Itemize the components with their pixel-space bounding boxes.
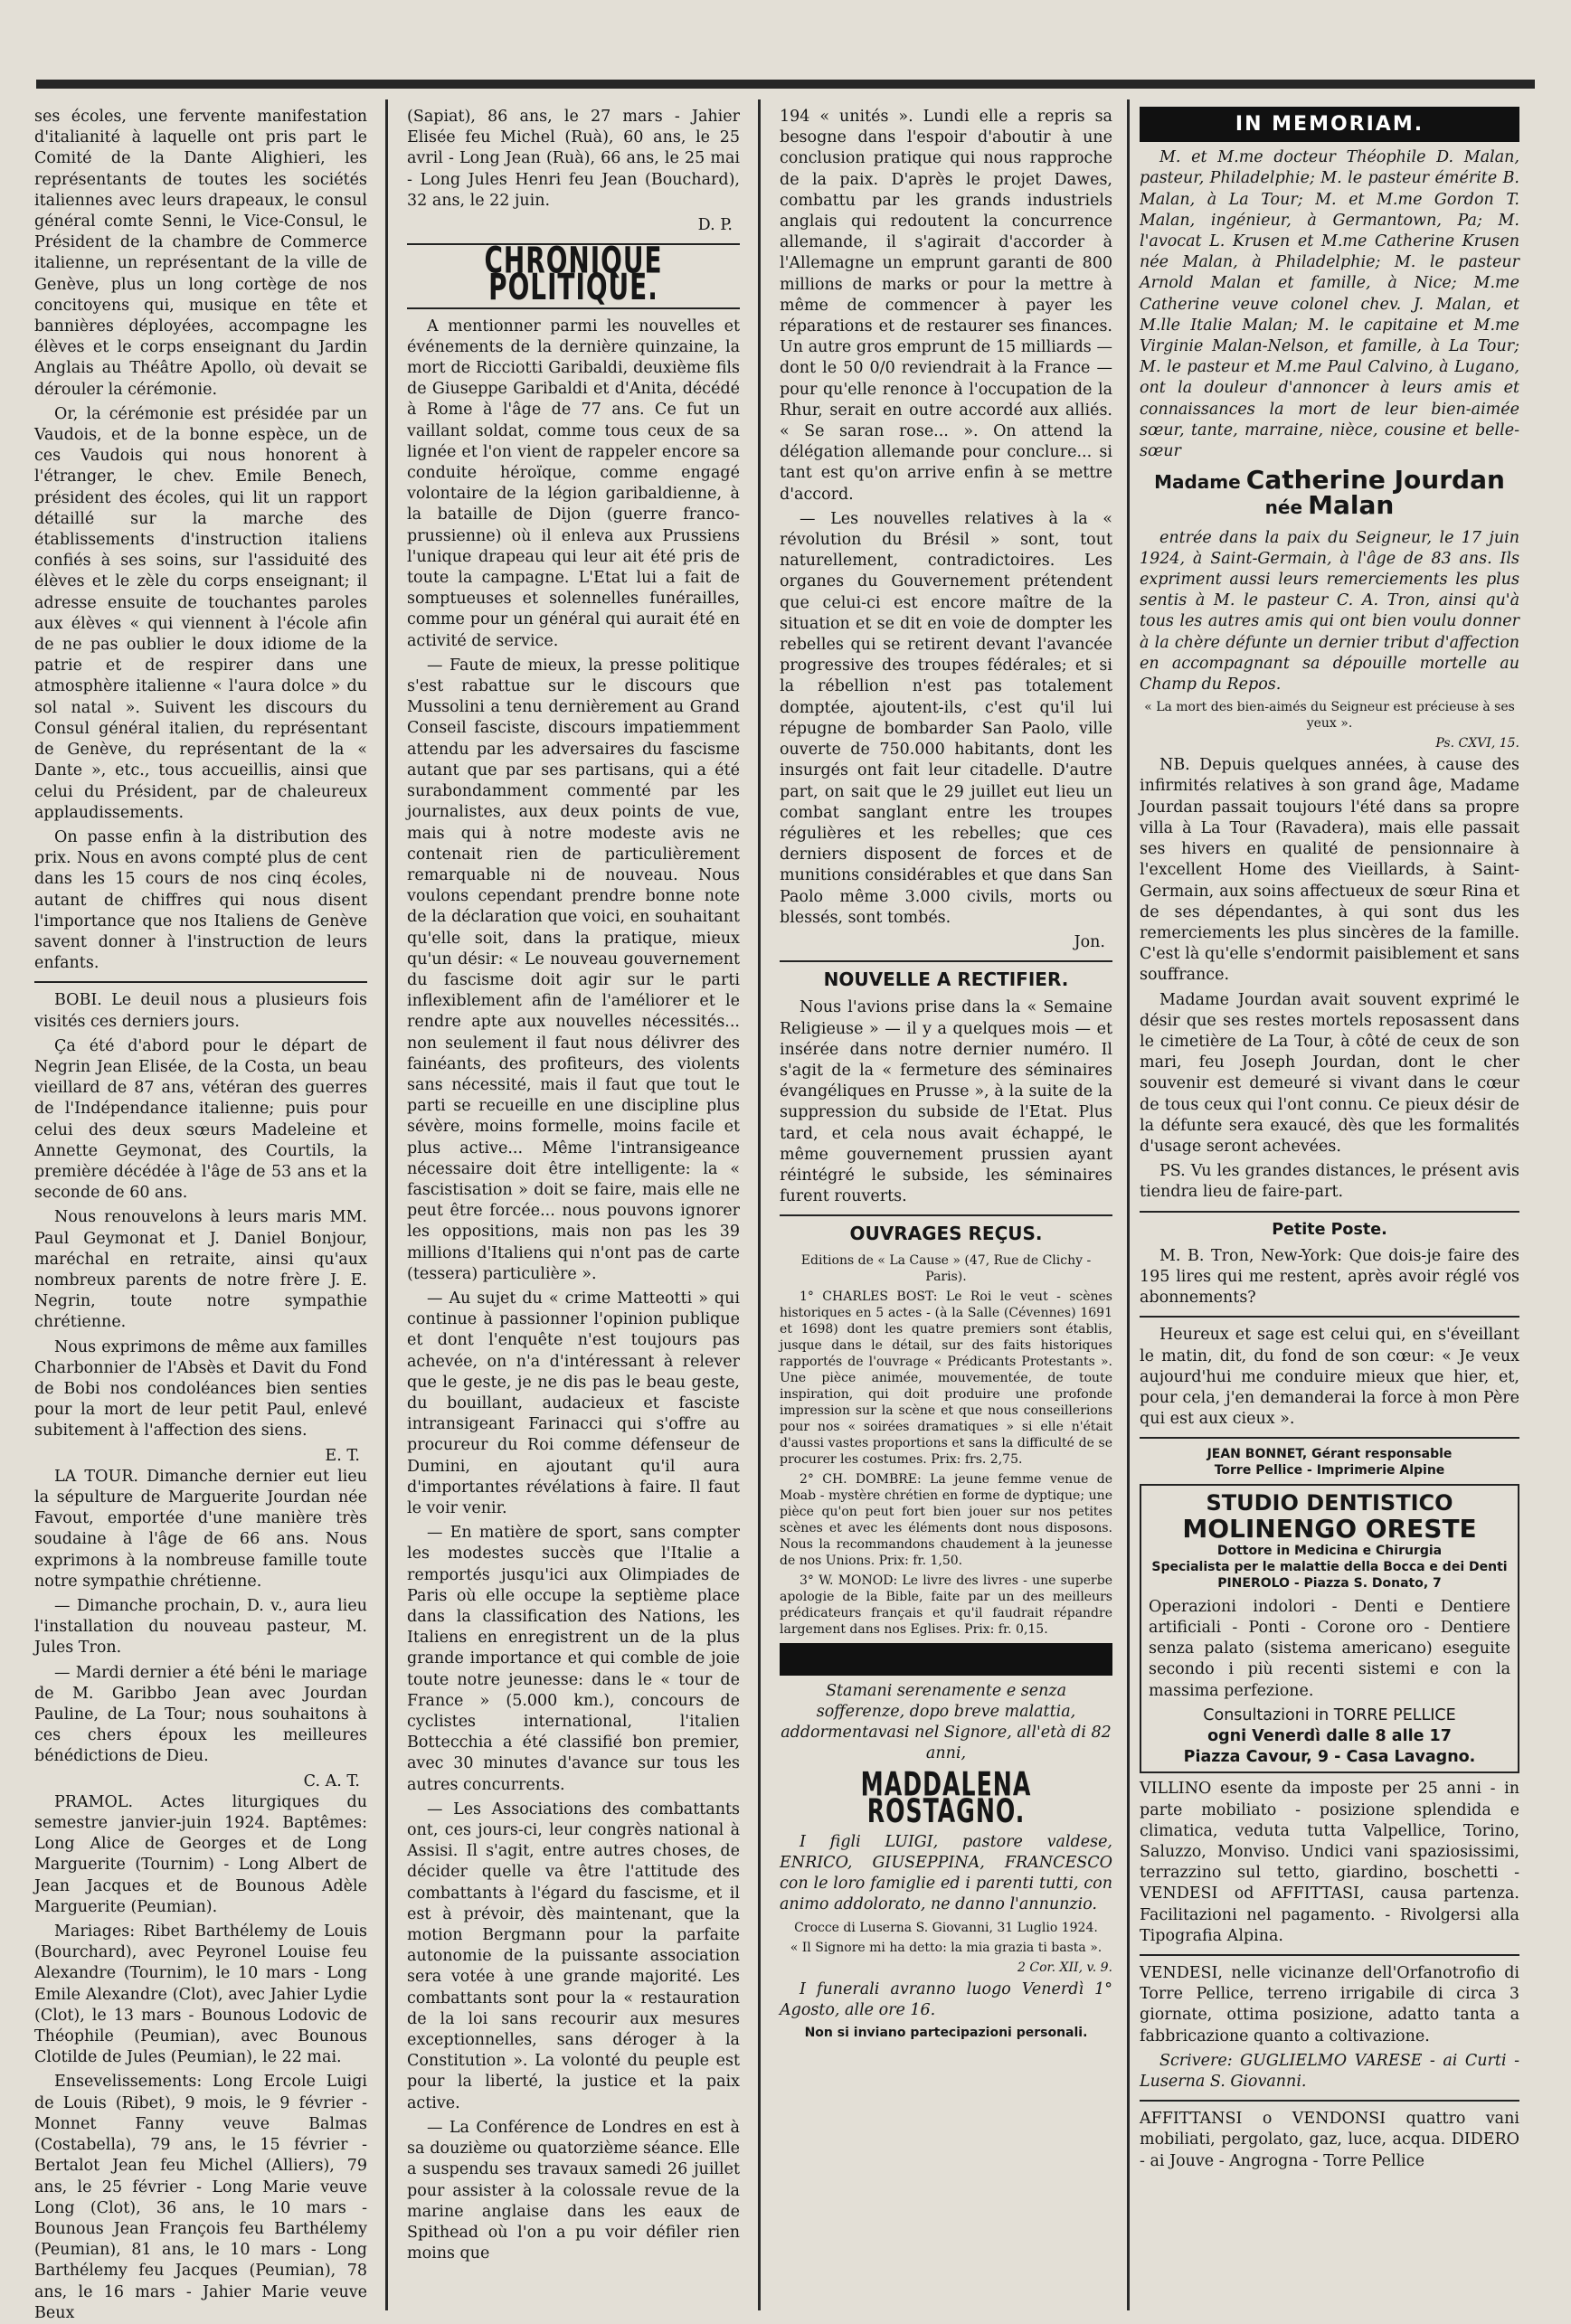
paragraph: PRAMOL. Actes liturgiques du semestre janvier-juin 1924. Baptêmes: Long Alice de Georges et de Long Marguerite (Tournim) - Long Albert de Jean Jacques et de Bounous Adèle Marguerite (Peumian).	[34, 1792, 367, 1916]
paragraph: — Dimanche prochain, D. v., aura lieu l'installation du nouveau pasteur, M. Jules Tron.	[34, 1597, 367, 1658]
paragraph: Mariages: Ribet Barthélemy de Louis (Bourchard), avec Peyronel Louise feu Alexandre (Tournim), le 10 mars - Long Emile Alexandre (Clot), avec Jahier Lydie (Clot), le 13 mars - Bounous Lodovic de Théophile (Peumian), avec Bounous Clotilde de Jules (Peumian), le 22 mai.	[34, 1922, 367, 2067]
separator	[1140, 1437, 1519, 1439]
villino-ad: VILLINO esente da imposte per 25 anni - in parte mobiliato - posizione splendida e climatica, veduta tutta Valpellice, Torino, Saluzzo, Monviso. Undici vani spaziosissimi, terrazzino sul tetto, giardino, boschetti - VENDESI od AFFITTASI, causa partenza. Facilitazioni nel pagamento. - Rivolgersi alla Tipografia Alpina.	[1140, 1780, 1519, 1945]
obituary-ref: 2 Cor. XII, v. 9.	[1017, 1960, 1112, 1975]
signature: E. T.	[325, 1446, 360, 1465]
paragraph: ses écoles, une fervente manifestation d'italianité à laquelle ont pris part le Comité de la Dante Alighieri, les représentants de toutes les sociétés italiennes avec leurs drapeaux, le consul général comte Senni, le Vice-Consul, le Président de la chambre de Commerce italienne, un représentant de la ville de Genève, plus un long cortège de nos concitoyens qui, musique en tête et bannières déployées, accompagne les élèves et le corps enseignant du Jardin Anglais au Théâtre Apollo, où devait se dérouler la cérémonie.	[34, 108, 367, 399]
paragraph: BOBI. Le deuil nous a plusieurs fois visités ces derniers jours.	[34, 991, 367, 1031]
column-rule	[758, 99, 761, 2310]
paragraph: (Sapiat), 86 ans, le 27 mars - Jahier Elisée feu Michel (Ruà), 60 ans, le 25 avril - Long Jean (Ruà), 66 ans, le 25 mai - Long Jules Henri feu Jean (Bouchard), 32 ans, le 22 juin.	[407, 108, 740, 210]
paragraph: — Mardi dernier a été béni le mariage de M. Garibbo Jean avec Jourdan Pauline, de La Tour; nous souhaitons à ces chers époux les meilleures bénédictions de Dieu.	[34, 1663, 367, 1766]
column-2	[407, 107, 740, 2304]
separator	[780, 1214, 1112, 1216]
obituary-quote: « Il Signore mi ha detto: la mia grazia ti basta ».	[790, 1940, 1103, 1955]
paragraph: — Faute de mieux, la presse politique s'est rabattue sur le discours que Mussolini a tenu dernièrement au Grand Conseil fasciste, discours impatiemment attendu par les adversaires du fascisme autant que par ses partisans, qui a été surabondamment commenté par les journalistes, aux deux points de vue, mais qui à notre modeste avis ne contenait rien de particulièrement remarquable ni de nouveau. Nous voulons cependant prendre bonne note de la déclaration que voici, en souhaitant qu'elle soit, dans la pratique, mieux qu'un désir: « Le nouveau gouvernement du fascisme doit agir sur le parti inflexiblement afin de l'améliorer et le rendre apte aux nouvelles nécessités... non seulement il faut nous délivrer des fainéants, des profiteurs, des violents sans nécessité, mais il faut que tout le parti se recueille en une discipline plus sévère, moins formelle, moins facile et plus active... Même l'intransigeance nécessaire doit être intelligente: la « fascistisation » doit se faire, mais elle ne peut être forcée... nous pouvons ignorer les oppositions, mais non pas les 39 millions d'Italiens qui n'ont pas de carte (tessera) particulière ».	[407, 656, 740, 1283]
gerant: JEAN BONNET, Gérant responsable	[1207, 1447, 1453, 1462]
top-rule	[36, 80, 1535, 89]
column-rule	[1127, 99, 1130, 2310]
column-4	[1140, 107, 1519, 2304]
imprimerie: Torre Pellice - Imprimerie Alpine	[1214, 1463, 1445, 1478]
obituary-note: Non si inviano partecipazioni personali.	[804, 2026, 1088, 2040]
paragraph: Ça été d'abord pour le départ de Negrin Jean Elisée, de la Costa, un beau vieillard de 87 ans, vétéran des guerres de l'Indépendance italienne; puis pour celui des deux sœurs Madeleine et Annette Geymonat, des Courtils, la première décédée à l'âge de 53 ans et la seconde de 60 ans.	[34, 1036, 367, 1203]
name-main: Catherine Jourdan	[1245, 465, 1505, 496]
maxim: Heureux et sage est celui qui, en s'éveillant le matin, dit, du fond de son cœur: « Je veux aujourd'hui me conduire mieux que hier, et, pour cela, j'en demanderai la force à mon Père qui est aux cieux ».	[1140, 1326, 1519, 1429]
paragraph: — Au sujet du « crime Matteotti » qui continue à passionner l'opinion publique et dont l'enquête n'est toujours pas achevée, on n'a d'intéressant à relever que le geste, je ne dis pas le beau geste, du bouillant, audacieux et fasciste intransigeant Farinacci qui s'offre au procureur du Roi comme défenseur de Dumini, en ajoutant qu'il aura d'importantes révélations à faire. Il faut le voir venir.	[407, 1289, 740, 1517]
studio-ad	[1140, 1484, 1519, 1773]
mourning-bar	[780, 1643, 1112, 1676]
paragraph: — Les nouvelles relatives à la « révolution du Brésil » sont, tout naturellement, contradictoires. Les organes du Gouvernement prétendent que celui-ci est encore maître de la situation et se dit en voie de dompter les rebelles qui se retirent devant l'avancée progressive des troupes fédérales; et si la rébellion n'est pas totalement domptée, ajoutent-ils, c'est qu'il lui répugne de bombarder San Paolo, ville ouverte de 750.000 habitants, dont les insurgés ont fait leur citadelle. D'autre part, on sait que le 29 juillet eut lieu un combat sanglant entre les troupes régulières et les rebelles; que ces derniers disposent de forces et de munitions considérables et que dans San Paolo même 3.000 civils, morts ou blessés, sont tombés.	[780, 509, 1112, 927]
studio-l9: Piazza Cavour, 9 - Casa Lavagno.	[1183, 1748, 1476, 1767]
paragraph: 2° CH. DOMBRE: La jeune femme venue de Moab - mystère chrétien en forme de dyptique; une pièce qu'on peut fort bien jouer sur nos petites scènes et avec les éléments dont nous disposons. Nous la recommandons chaudement à la jeunesse de nos Unions. Prix: fr. 1,50.	[780, 1471, 1112, 1568]
poste-title: Petite Poste.	[1272, 1220, 1387, 1239]
studio-l7: Consultazioni in TORRE PELLICE	[1203, 1705, 1456, 1724]
signature: D. P.	[697, 216, 733, 235]
paragraph: On passe enfin à la distribution des prix. Nous en avons compté plus de cent dans les 15 cours de nos cinq écoles, autant de chiffres qui nous disent l'importance que nos Italiens de Genève savent donner à l'instruction de leurs enfants.	[34, 827, 367, 973]
studio-l8: ogni Venerdì dalle 8 alle 17	[1207, 1727, 1452, 1745]
memoriam-title: IN MEMORIAM.	[1140, 107, 1519, 142]
memoriam-nb: NB. Depuis quelques années, à cause des infirmités relatives à son grand âge, Madame Jourdan passait toujours l'été dans sa propre villa à La Tour (Ravadera), mais elle passait ses hivers en qualité de pensionnaire à l'excellent Home des Vieillards, à Saint-Germain, aux soins affectueux de sœur Rina et de ses dépendantes, à qui sont dus les remerciements les plus sincères de la famille. C'est là qu'elle s'endormit paisiblement et sans souffrance.	[1140, 756, 1519, 985]
section-title: CHRONIQUE POLITIQUE.	[484, 240, 663, 310]
memoriam-ps: PS. Vu les grandes distances, le présent avis tiendra lieu de faire-part.	[1140, 1162, 1519, 1202]
paragraph: Nous renouvelons à leurs maris MM. Paul Geymonat et J. Daniel Bonjour, maréchal en retraite, ainsi qu'aux nombreux parents de notre frère J. E. Negrin, toute notre sympathie chrétienne.	[34, 1208, 367, 1332]
paragraph: 3° W. MONOD: Le livre des livres - une superbe apologie de la Bible, faite par un des meilleurs prédicateurs français et qu'il faudrait répandre largement dans nos Eglises. Prix: fr. 0,15.	[780, 1573, 1112, 1637]
poste-text: M. B. Tron, New-York: Que dois-je faire des 195 lires qui me restent, après avoir réglé vos abonnements?	[1140, 1246, 1519, 1308]
paragraph: Nous l'avions prise dans la « Semaine Religieuse » — il y a quelques mois — et insérée dans notre dernier numéro. Il s'agit de la « fermeture des séminaires évangéliques en Prusse », à la suite de la suppression du subside de l'Etat. Plus tard, et cela nous avait échappé, le même gouvernement prussien ayant réintégré le subside, les séminaires furent rouverts.	[780, 998, 1112, 1206]
studio-l6: Operazioni indolori - Denti e Dentiere artificiali - Ponti - Corone oro - Dentiere senza palato (sistema americano) eseguite secondo i più recenti sistemi e con la massima perfezione.	[1149, 1597, 1510, 1700]
vendesi-contact: Scrivere: GUGLIELMO VARESE - ai Curti - Luserna S. Giovanni.	[1140, 2051, 1519, 2092]
studio-l1: STUDIO DENTISTICO	[1206, 1490, 1453, 1516]
memoriam-after: entrée dans la paix du Seigneur, le 17 juin 1924, à Saint-Germain, à l'âge de 83 ans. Ils expriment aussi leurs remerciements les plus sentis à M. le pasteur C. A. Tron, ainsi qu'à tous les autres amis qui ont bien voulu donner à la chère défunte un dernier tribut d'affection en accompagnant sa dépouille mortelle au Champ du Repos.	[1140, 528, 1519, 694]
memoriam-ref: Ps. CXVI, 15.	[1435, 736, 1519, 751]
paragraph: LA TOUR. Dimanche dernier eut lieu la sépulture de Marguerite Jourdan née Favout, emportée d'une manière très soudaine à l'âge de 66 ans. Nous exprimons à la nombreuse famille toute notre sympathie chrétienne.	[34, 1467, 367, 1591]
studio-l3: Dottore in Medicina e Chirurgia	[1216, 1543, 1443, 1558]
column-3	[780, 107, 1112, 2304]
column-1	[34, 107, 367, 2322]
vendesi-ad: VENDESI, nelle vicinanze dell'Orfanotrofio di Torre Pellice, terreno irrigabile di circa 3 giornate, ottima posizione, adatto tanta a fabbricazione quanto a coltivazione.	[1140, 1964, 1519, 2045]
obituary-name: MADDALENA ROSTAGNO.	[860, 1764, 1032, 1831]
paragraph: A mentionner parmi les nouvelles et événements de la dernière quinzaine, la mort de Ricciotti Garibaldi, deuxième fils de Giuseppe Garibaldi et d'Anita, décédé à Rome à l'âge de 77 ans. Ce fut un vaillant soldat, comme tous ceux de sa lignée et l'on vient de rappeler encore sa conduite héroïque, comme engagé volontaire de la légion garibaldienne, à la bataille de Dijon (guerre franco-prussienne) où il enleva aux Prussiens l'unique drapeau qui leur ait été pris de toute la campagne. L'Etat lui a fait de somptueuses et solennelles funérailles, comme pour un général qui aurait été en activité de service.	[407, 316, 740, 650]
name-prefix: Madame	[1154, 471, 1241, 494]
separator	[1140, 1211, 1519, 1213]
paragraph: Or, la cérémonie est présidée par un Vaudois, et de la bonne espèce, un de ces Vaudois qui nous honorent à l'étranger, le chev. Emile Benech, président des écoles, qui lit un rapport détaillé sur la marche des établissements d'instruction italiens confiés à ses soins, sur l'assiduité des élèves et le zèle du corps enseignant; il adresse ensuite de touchantes paroles aux élèves « qui viennent à l'école afin de ne pas oublier le doux idiome de la patrie et de respirer dans une atmosphère italienne « l'aura dolce » du sol natal ». Suivent les discours du Consul général italien, du représentant de Genève, du représentant de la « Dante », etc., tous accueillis, ainsi que celui du Président, par de chaleureux applaudissements.	[34, 404, 367, 822]
name-post: Malan	[1308, 490, 1395, 521]
paragraph: 1° CHARLES BOST: Le Roi le veut - scènes historiques en 5 actes - (à la Salle (Cévennes) 1691 et 1698) dont les quatre premiers sont établis, jusque dans le détail, sur des faits historiques rapportés de l'ouvrage « Prédicants Protestants ». Une pièce animée, mouvementée, de toute inspiration, qui doit produire une profonde impression sur la scène et que nous conseillerions pour nos « soirées dramatiques » si elle n'était d'aussi vastes proportions et sans la difficulté de se procurer les costumes. Prix: frs. 2,75.	[780, 1289, 1112, 1467]
section-title: OUVRAGES REÇUS.	[849, 1223, 1043, 1245]
paragraph: Nous exprimons de même aux familles Charbonnier de l'Absès et Davit du Fond de Bobi nos condoléances bien senties pour la mort de leur petit Paul, enlevé subitement à l'affection des siens.	[34, 1337, 367, 1441]
separator	[780, 960, 1112, 962]
section-title: NOUVELLE A RECTIFIER.	[823, 968, 1069, 991]
paragraph: — En matière de sport, sans compter les modestes succès que l'Italie a remportés jusqu'ici aux Olimpiades de Paris où elle occupe la septième place dans la classification des Nations, les Italiens en enregistrent un de la plus grande importance et qui comble de joie toute notre jeunesse: dans le « tour de France » (5.000 km.), concours de cyclistes international, l'italien Bottecchia a été classifié bon premier, avec 30 minutes d'avance sur tous les autres concurrents.	[407, 1524, 740, 1794]
obituary-place: Crocce di Luserna S. Giovanni, 31 Luglio 1924.	[794, 1920, 1098, 1935]
obituary-intro: Stamani serenamente e senza sofferenze, dopo breve malattia, addormentavasi nel Signore, all'età di 82 anni,	[781, 1681, 1112, 1763]
paragraph: Editions de « La Cause » (47, Rue de Clichy - Paris).	[800, 1252, 1092, 1284]
separator	[1140, 1316, 1519, 1318]
obituary-text: I figli LUIGI, pastore valdese, ENRICO, GIUSEPPINA, FRANCESCO con le loro famiglie ed i parenti tutti, con animo addolorato, ne danno l'annunzio.	[780, 1832, 1112, 1914]
separator	[1140, 1954, 1519, 1956]
affittansi-ad: AFFITTANSI o VENDONSI quattro vani mobiliati, pergolato, gaz, luce, acqua. DIDERO - ai Jouve - Angrogna - Torre Pellice	[1140, 2110, 1519, 2170]
signature: C. A. T.	[303, 1771, 360, 1790]
name-mid: née	[1264, 496, 1303, 519]
obituary-funeral: I funerali avranno luogo Venerdì 1° Agosto, alle ore 16.	[780, 1979, 1112, 2019]
studio-l2: MOLINENGO ORESTE	[1182, 1513, 1477, 1544]
paragraph: Ensevelissements: Long Ercole Luigi de Louis (Ribet), 9 mois, le 9 février - Monnet Fanny veuve Balmas (Costabella), 79 ans, le 15 février - Bertalot Jean feu Michel (Alliers), 79 ans, le 25 février - Long Marie veuve Long (Clot), 36 ans, le 10 mars - Bounous Jean François feu Barthélemy (Peumian), 81 ans, le 10 mars - Long Barthélemy feu Jacques (Peumian), 78 ans, le 16 mars - Jahier Marie veuve Beux	[34, 2073, 367, 2322]
memoriam-name	[1140, 465, 1519, 521]
memoriam-quote: « La mort des bien-aimés du Seigneur est précieuse à ses yeux ».	[1144, 700, 1515, 732]
column-rule	[385, 99, 388, 2310]
paragraph: 194 « unités ». Lundi elle a repris sa besogne dans l'espoir d'aboutir à une conclusion pratique qui nous rapproche de la paix. D'après le projet Dawes, combattu par les grands industriels anglais qui redoutent la concurrence allemande, il s'agirait d'accorder à l'Allemagne un emprunt garanti de 800 millions de marks or pour la mettre à même de commencer à payer les réparations et de restaurer ses finances. Un autre gros emprunt de 15 milliards — dont le 50 0/0 reviendrait à la France — pour qu'elle renonce à l'occupation de la Rhur, serait en outre accordé aux alliés. « Se saran rose... ». On attend la délégation allemande pour conclure... si tant est qu'on arrive enfin à se mettre d'accord.	[780, 108, 1112, 504]
memoriam-text: M. et M.me docteur Théophile D. Malan, pasteur, Philadelphie; M. le pasteur émérite B. Malan, à La Tour; M. et M.me Gordon T. Malan, ingénieur, à Germantown, Pa; M. l'avocat L. Krusen et M.me Catherine Krusen née Malan, à Philadelphie; M. le pasteur Arnold Malan et famille, à Nice; M.me Catherine veuve colonel chev. J. Malan, et M.lle Italie Malan; M. le capitaine et M.me Virginie Malan-Nelson, et famille, à La Tour; M. le pasteur et M.me Paul Calvino, à Lugano, ont la douleur d'annoncer à leurs amis et connaissances la mort de leur bien-aimée sœur, tante, marraine, nièce, cousine et belle-sœur	[1140, 148, 1519, 461]
paragraph: — Les Associations des combattants ont, ces jours-ci, leur congrès national à Assisi. Il s'agit, entre autres choses, de décider quelle va être l'attitude des combattants à l'égard du fascisme, et il est à prévoir, dès maintenant, que la motion Bergmann pour la parfaite autonomie de la puissante association sera votée à une grande majorité. Les combattants sont pour la « restauration de la loi sans recourir aux mesures exceptionnelles, sans déroger à la Constitution ». La volonté du peuple est pour la liberté, la justice et la paix active.	[407, 1800, 740, 2112]
separator	[1140, 2100, 1519, 2102]
memoriam-nb2: Madame Jourdan avait souvent exprimé le désir que ses restes mortels reposassent dans le cimetière de La Tour, à côté de ceux de son mari, feu Joseph Jourdan, dont le cher souvenir est demeuré si vivant dans le cœur de tous ceux qui l'ont connu. Ce pieux désir de la défunte sera exaucé, dès que les formalités d'usage seront achevées.	[1140, 990, 1519, 1156]
separator	[34, 981, 367, 983]
paragraph: — La Conférence de Londres en est à sa douzième ou quatorzième séance. Elle a suspendu ses travaux samedi 26 juillet pour assister à la colossale revue de la marine anglaise dans les eaux de Spithead où l'on a pu voir défiler rien moins que	[407, 2118, 740, 2263]
signature: Jon.	[1074, 932, 1105, 951]
studio-l5: PINEROLO - Piazza S. Donato, 7	[1217, 1575, 1442, 1591]
studio-l4: Specialista per le malattie della Bocca e dei Denti	[1151, 1559, 1508, 1574]
